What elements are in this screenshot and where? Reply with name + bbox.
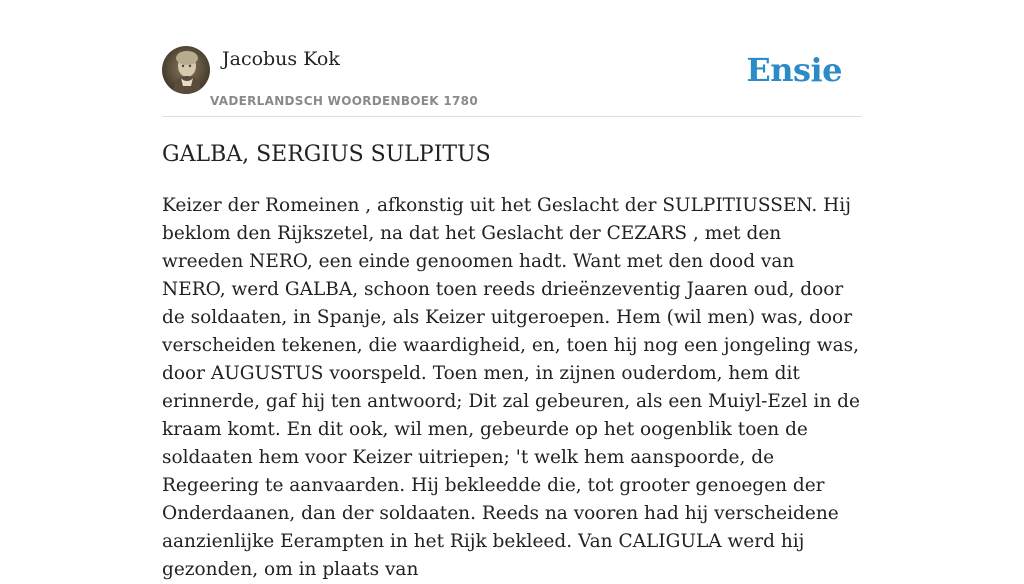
article-header xyxy=(162,46,862,117)
ensie-logo[interactable]: Ensie xyxy=(746,51,842,89)
author-avatar[interactable] xyxy=(162,46,210,94)
author-name[interactable]: Jacobus Kok xyxy=(222,48,340,70)
entry-title: GALBA, SERGIUS SULPITUS xyxy=(162,142,491,167)
entry-body: Keizer der Romeinen , afkonstig uit het Geslacht der SULPITIUSSEN. Hij beklom den Rijkszetel, na dat het Geslacht der CEZARS , met den wreeden NERO, een einde genoomen hadt. Want met den dood van NERO, werd GALBA, schoon toen reeds drieënzeventig Jaaren oud, door de soldaaten, in Spanje, als Keizer uitgeroepen. Hem (wil men) was, door verscheiden tekenen, die waardigheid, en, toen hij nog een jongeling was, door AUGUSTUS voorspeld. Toen men, in zijnen ouderdom, hem dit erinnerde, gaf hij ten antwoord; Dit zal gebeuren, als een Muiyl-Ezel in de kraam komt. En dit ook, wil men, gebeurde op het oogenblik toen de soldaaten hem voor Keizer uitriepen; 't welk hem aanspoorde, de Regeering te aanvaarden. Hij bekleedde die, tot grooter genoegen der Onderdaanen, dan der soldaaten. Reeds na vooren had hij verscheidene aanzienlijke Eerampten in het Rijk bekleed. Van CALIGULA werd hij gezonden, om in plaats van xyxy=(162,195,860,580)
portrait-avatar-icon xyxy=(162,46,210,94)
source-title[interactable]: VADERLANDSCH WOORDENBOEK 1780 xyxy=(210,94,478,108)
